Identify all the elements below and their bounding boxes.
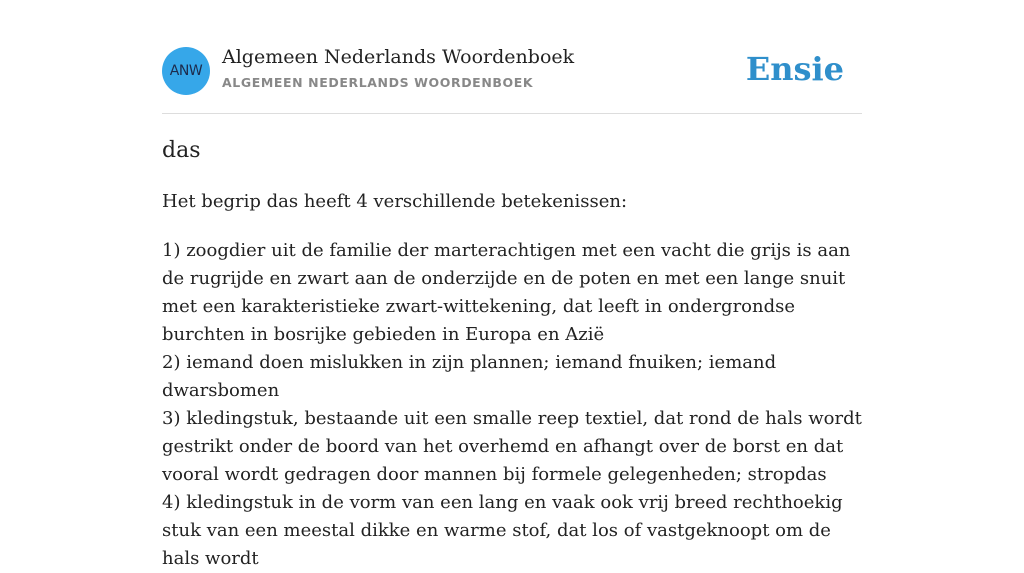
- meanings-list: [162, 237, 862, 573]
- entry-word: das: [162, 138, 201, 163]
- source-title[interactable]: Algemeen Nederlands Woordenboek: [222, 46, 575, 68]
- meaning-item: 2) iemand doen mislukken in zijn plannen; iemand fnuiken; iemand dwarsbomen: [162, 352, 777, 401]
- header: [162, 0, 862, 114]
- ensie-logo-link[interactable]: Ensie: [745, 50, 844, 88]
- source-logo[interactable]: [162, 47, 210, 95]
- source-logo-text: ANW: [169, 63, 203, 79]
- page: [162, 0, 862, 569]
- meaning-item: 1) zoogdier uit de familie der marterachtigen met een vacht die grijs is aan de rugrijde en zwart aan de onderzijde en de poten en met een lange snuit met een karakteristieke zwart-wittekening, dat leeft in ondergrondse burchten in bosrijke gebieden in Europa en Azië: [162, 240, 851, 345]
- entry-intro: Het begrip das heeft 4 verschillende betekenissen:: [162, 191, 628, 212]
- source-subtitle: ALGEMEEN NEDERLANDS WOORDENBOEK: [222, 75, 534, 90]
- meaning-item: 4) kledingstuk in de vorm van een lang en vaak ook vrij breed rechthoekig stuk van een meestal dikke en warme stof, dat los of vastgeknoopt om de hals wordt: [162, 492, 843, 569]
- meaning-item: 3) kledingstuk, bestaande uit een smalle reep textiel, dat rond de hals wordt gestrikt onder de boord van het overhemd en afhangt over de borst en dat vooral wordt gedragen door mannen bij formele gelegenheden; stropdas: [162, 408, 862, 485]
